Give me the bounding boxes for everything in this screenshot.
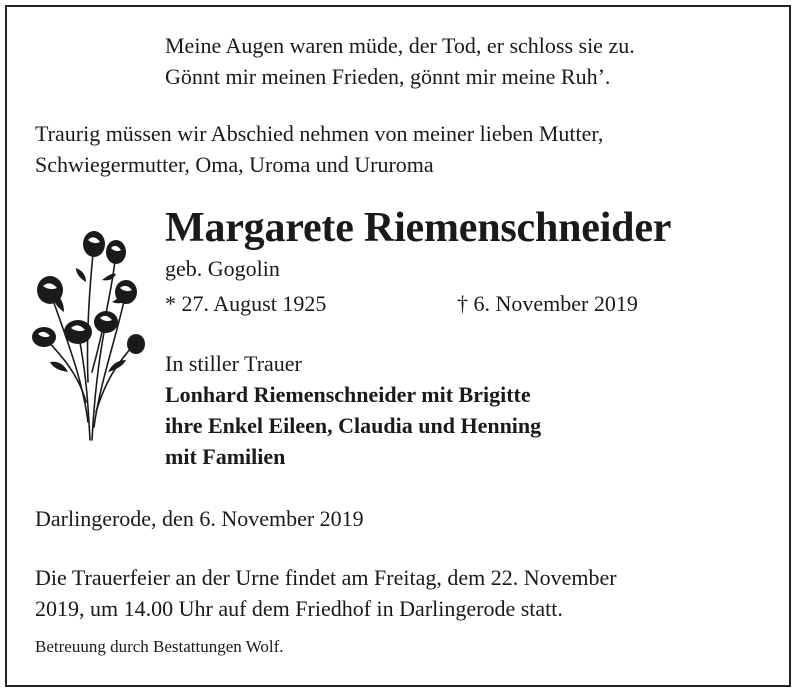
mourner-line-3: mit Familien [165, 444, 286, 469]
death-date: † 6. November 2019 [457, 291, 638, 316]
intro-line-1: Traurig müssen wir Abschied nehmen von meiner lieben Mutter, [35, 121, 604, 146]
poem-line-2: Gönnt mir meinen Frieden, gönnt mir meine Ruh’. [165, 64, 611, 89]
mourners-heading: In stiller Trauer [165, 351, 302, 376]
ceremony-line-1: Die Trauerfeier an der Urne findet am Freitag, dem 22. November [35, 565, 617, 590]
poem-line-1: Meine Augen waren müde, der Tod, er schloss sie zu. [165, 33, 635, 58]
rose-bouquet-illustration [28, 222, 146, 444]
ceremony-line-2: 2019, um 14.00 Uhr auf dem Friedhof in Darlingerode statt. [35, 596, 563, 621]
intro-line-2: Schwiegermutter, Oma, Uroma und Ururoma [35, 152, 434, 177]
maiden-name: geb. Gogolin [165, 256, 280, 281]
birth-date: * 27. August 1925 [165, 291, 327, 316]
place-date: Darlingerode, den 6. November 2019 [35, 506, 364, 531]
mourner-line-1: Lonhard Riemenschneider mit Brigitte [165, 382, 531, 407]
deceased-name: Margarete Riemenschneider [165, 205, 672, 251]
funeral-home-note: Betreuung durch Bestattungen Wolf. [35, 637, 284, 656]
mourner-line-2: ihre Enkel Eileen, Claudia und Henning [165, 413, 542, 438]
